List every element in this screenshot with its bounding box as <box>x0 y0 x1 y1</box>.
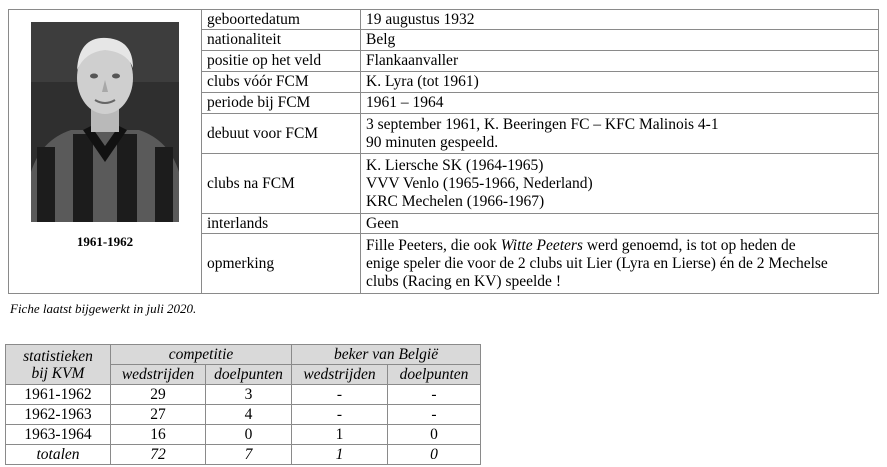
fiche-value-line: 3 september 1961, K. Beeringen FC – KFC Malinois 4-1 <box>366 115 719 133</box>
fiche-label: interlands <box>202 214 361 234</box>
stats-season: 1961-1962 <box>6 385 111 405</box>
remark-line <box>366 237 873 255</box>
fiche-value <box>361 114 879 154</box>
stats-total-cell: 1 <box>292 445 388 465</box>
stats-season: 1962-1963 <box>6 405 111 425</box>
statistics-table <box>5 344 481 465</box>
fiche-value-line: 90 minuten gespeeld. <box>366 133 499 151</box>
stats-row <box>6 425 481 445</box>
fiche-value: 1961 – 1964 <box>361 92 879 113</box>
fiche-label: debuut voor FCM <box>202 114 361 154</box>
stats-corner-header <box>6 345 111 385</box>
fiche-value <box>361 154 879 214</box>
remark-text: werd genoemd, is tot op heden de <box>582 236 796 254</box>
fiche-label: clubs na FCM <box>202 154 361 214</box>
stats-group-competitie: competitie <box>111 345 292 365</box>
stats-total-cell: 0 <box>388 445 481 465</box>
stats-totals-row <box>6 445 481 465</box>
stats-cell: - <box>388 385 481 405</box>
stats-cell: 0 <box>388 425 481 445</box>
last-updated-note: Fiche laatst bijgewerkt in juli 2020. <box>10 301 197 316</box>
fiche-value: 19 augustus 1932 <box>361 10 879 30</box>
fiche-value: Belg <box>361 30 879 51</box>
remark-line: clubs (Racing en KV) speelde ! <box>366 272 561 290</box>
stats-corner-line: bij KVM <box>31 364 85 382</box>
fiche-value: Flankaanvaller <box>361 51 879 71</box>
fiche-value-line: VVV Venlo (1965-1966, Nederland) <box>366 174 593 192</box>
player-fiche-table <box>8 9 879 294</box>
stats-total-cell: 7 <box>206 445 292 465</box>
remark-nickname: Witte Peeters <box>500 236 583 254</box>
fiche-value-line: KRC Mechelen (1966-1967) <box>366 192 545 210</box>
stats-cell: 29 <box>111 385 206 405</box>
fiche-row <box>9 10 879 30</box>
stats-cell: - <box>388 405 481 425</box>
stats-row <box>6 385 481 405</box>
fiche-label: nationaliteit <box>202 30 361 51</box>
stats-cell: 0 <box>206 425 292 445</box>
stats-subheader: doelpunten <box>206 365 292 385</box>
fiche-value: Geen <box>361 214 879 234</box>
stats-cell: 4 <box>206 405 292 425</box>
stats-corner-line: statistieken <box>23 347 93 365</box>
stats-subheader: doelpunten <box>388 365 481 385</box>
remark-text: Fille Peeters, die ook <box>366 236 501 254</box>
stats-group-beker: beker van België <box>292 345 481 365</box>
fiche-value <box>361 234 879 294</box>
fiche-label: opmerking <box>202 234 361 294</box>
fiche-label: periode bij FCM <box>202 92 361 113</box>
photo-cell <box>9 10 202 294</box>
stats-subheader: wedstrijden <box>292 365 388 385</box>
remark-line: enige speler die voor de 2 clubs uit Lier (Lyra en Lierse) én de 2 Mechelse <box>366 254 828 272</box>
photo-caption: 1961-1962 <box>76 234 134 249</box>
fiche-label: geboortedatum <box>202 10 361 30</box>
stats-group-header-row <box>6 345 481 365</box>
stats-cell: 27 <box>111 405 206 425</box>
stats-row <box>6 405 481 425</box>
stats-season: 1963-1964 <box>6 425 111 445</box>
stats-cell: - <box>292 405 388 425</box>
stats-total-cell: 72 <box>111 445 206 465</box>
fiche-label: clubs vóór FCM <box>202 71 361 92</box>
stats-cell: 3 <box>206 385 292 405</box>
stats-subheader: wedstrijden <box>111 365 206 385</box>
fiche-label: positie op het veld <box>202 51 361 71</box>
stats-cell: 1 <box>292 425 388 445</box>
fiche-value: K. Lyra (tot 1961) <box>361 71 879 92</box>
stats-totals-label: totalen <box>6 445 111 465</box>
stats-cell: - <box>292 385 388 405</box>
stats-cell: 16 <box>111 425 206 445</box>
fiche-value-line: K. Liersche SK (1964-1965) <box>366 156 544 174</box>
player-photo <box>31 22 179 222</box>
